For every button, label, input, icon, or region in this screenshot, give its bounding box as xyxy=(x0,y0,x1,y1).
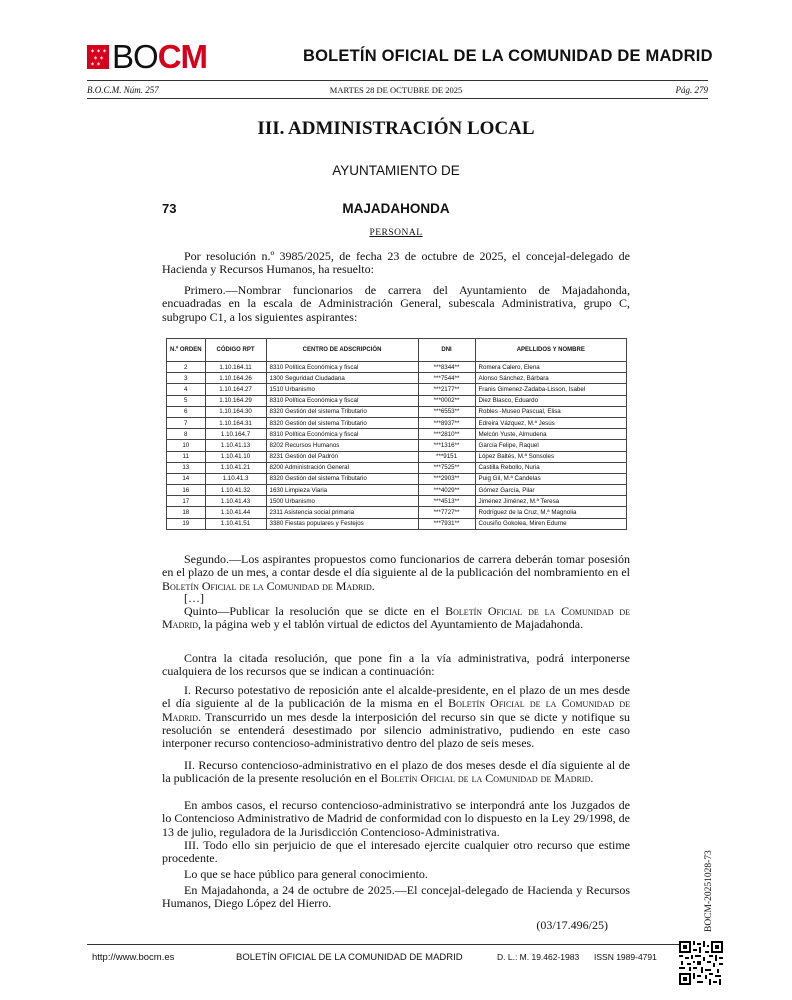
cell-nombre: Robles -Museo Pascual, Elisa xyxy=(475,406,626,417)
table-row xyxy=(167,451,627,462)
cell-nombre: Puig Gil, M.ª Candelas xyxy=(475,473,626,484)
cell-nombre: Edreira Vázquez, M.ª Jesús xyxy=(475,417,626,428)
header-dni: DNI xyxy=(418,339,475,362)
header-rule xyxy=(87,80,708,81)
page-number: Pág. 279 xyxy=(675,85,708,95)
cell-codigo: 1.10.41.43 xyxy=(205,496,266,507)
cell-dni: ***6553** xyxy=(418,406,475,417)
cell-dni: ***2903** xyxy=(418,473,475,484)
table-row xyxy=(167,373,627,384)
subheading: PERSONAL xyxy=(369,228,423,238)
table-row xyxy=(167,362,627,373)
quinto-paragraph: Quinto—Publicar la resolución que se dicte en el Boletín Oficial de la Comunidad de Madrid, la página web y el tablón virtual de edictos del Ayuntamiento de Majadahonda. xyxy=(162,604,630,632)
firma-paragraph: En Majadahonda, a 24 de octubre de 2025.—El concejal-delegado de Hacienda y Recursos Humanos, Diego López del Hierro. xyxy=(162,883,630,911)
cell-orden: 6 xyxy=(167,406,206,417)
cell-dni: ***7931** xyxy=(418,518,475,529)
recurso-3-paragraph: III. Todo ello sin perjuicio de que el interesado ejercite cualquier otro recurso que estime procedente. xyxy=(162,838,630,866)
cell-orden: 16 xyxy=(167,485,206,496)
cell-dni: ***8344** xyxy=(418,362,475,373)
table-row xyxy=(167,417,627,428)
cell-orden: 13 xyxy=(167,462,206,473)
cell-orden: 2 xyxy=(167,362,206,373)
cell-orden: 17 xyxy=(167,496,206,507)
table-row xyxy=(167,507,627,518)
intro-paragraph-1: Por resolución n.º 3985/2025, de fecha 23 de octubre de 2025, el concejal-delegado de Hacienda y Recursos Humanos, ha resuelto: xyxy=(162,249,630,277)
cell-dni: ***8937** xyxy=(418,417,475,428)
cell-orden: 4 xyxy=(167,384,206,395)
cell-dni: ***4029** xyxy=(418,485,475,496)
footer-issn: ISSN 1989-4791 xyxy=(594,952,657,962)
footer-dl: D. L.: M. 19.462-1983 xyxy=(497,952,580,962)
table-row xyxy=(167,384,627,395)
cell-dni: ***7544** xyxy=(418,373,475,384)
cell-orden: 8 xyxy=(167,429,206,440)
table-row xyxy=(167,406,627,417)
cell-codigo: 1.10.41.3 xyxy=(205,473,266,484)
contra-paragraph: Contra la citada resolución, que pone fin a la vía administrativa, podrá interponerse cualquiera de los recursos que se indican a continuación: xyxy=(162,651,630,679)
cell-nombre: Cousiño Gokolea, Miren Edurne xyxy=(475,518,626,529)
municipality-name: MAJADAHONDA xyxy=(342,201,450,216)
header-centro: CENTRO DE ADSCRIPCIÓN xyxy=(266,339,418,362)
cell-dni: ***1316** xyxy=(418,440,475,451)
cell-centro: 8310 Política Económica y fiscal xyxy=(266,362,418,373)
cell-codigo: 1.10.164.11 xyxy=(205,362,266,373)
cell-nombre: Rodríguez de la Cruz, M.ª Magnolia xyxy=(475,507,626,518)
ambos-paragraph: En ambos casos, el recurso contencioso-administrativo se interpondrá ante los Juzgados de lo Contencioso Administrativo de Madrid de conformidad con lo dispuesto en la Ley 29/1998, de 13 de julio, reguladora de la Jurisdicción Contencioso-Administrativa. xyxy=(162,798,630,839)
table-row xyxy=(167,473,627,484)
cell-orden: 18 xyxy=(167,507,206,518)
cell-centro: 8320 Gestión del sistema Tributario xyxy=(266,406,418,417)
cell-codigo: 1.10.164.31 xyxy=(205,417,266,428)
cell-codigo: 1.10.164.7 xyxy=(205,429,266,440)
table-header-row xyxy=(167,339,627,362)
reference-code: (03/17.496/25) xyxy=(536,918,608,932)
cell-centro: 8320 Gestión del sistema Tributario xyxy=(266,473,418,484)
section-title: III. ADMINISTRACIÓN LOCAL xyxy=(257,118,535,139)
table-row xyxy=(167,429,627,440)
cell-orden: 10 xyxy=(167,440,206,451)
cell-codigo: 1.10.164.26 xyxy=(205,373,266,384)
appointees-table xyxy=(166,338,627,530)
cell-dni: ***2810** xyxy=(418,429,475,440)
cell-centro: 1630 Limpieza Viaria xyxy=(266,485,418,496)
header-codigo: CÓDIGO RPT xyxy=(205,339,266,362)
journal-title: BOLETÍN OFICIAL DE LA COMUNIDAD DE MADRID xyxy=(303,47,713,65)
cell-orden: 5 xyxy=(167,395,206,406)
cell-dni: ***2177** xyxy=(418,384,475,395)
cell-nombre: Diez Blasco, Eduardo xyxy=(475,395,626,406)
cell-nombre: Melcón Yuste, Almudena xyxy=(475,429,626,440)
logo-text: BOCM xyxy=(112,38,208,75)
cell-dni: ***9151 xyxy=(418,451,475,462)
cell-orden: 14 xyxy=(167,473,206,484)
cell-centro: 8231 Gestión del Padrón xyxy=(266,451,418,462)
cell-centro: 1300 Seguridad Ciudadana xyxy=(266,373,418,384)
header-nombre: APELLIDOS Y NOMBRE xyxy=(475,339,626,362)
cell-orden: 7 xyxy=(167,417,206,428)
cell-dni: ***0002** xyxy=(418,395,475,406)
footer-url[interactable]: http://www.bocm.es xyxy=(92,952,175,963)
cell-centro: 1510 Urbanismo xyxy=(266,384,418,395)
footer-title: BOLETÍN OFICIAL DE LA COMUNIDAD DE MADRID xyxy=(236,952,463,963)
cell-centro: 8200 Administración General xyxy=(266,462,418,473)
cell-codigo: 1.10.41.10 xyxy=(205,451,266,462)
cell-codigo: 1.10.41.13 xyxy=(205,440,266,451)
issue-date: MARTES 28 DE OCTUBRE DE 2025 xyxy=(329,85,463,95)
cell-dni: ***7727** xyxy=(418,507,475,518)
cell-codigo: 1.10.41.32 xyxy=(205,485,266,496)
recurso-2-paragraph: II. Recurso contencioso-administrativo en el plazo de dos meses desde el día siguiente al de la publicación de la presente resolución en el Boletín Oficial de la Comunidad de Madrid. xyxy=(162,758,630,786)
cell-nombre: Jiménez Jiménez, M.ª Teresa xyxy=(475,496,626,507)
table-row xyxy=(167,518,627,529)
table-row xyxy=(167,485,627,496)
cell-nombre: Franis Gimenez-Zadaba-Lisson, Isabel xyxy=(475,384,626,395)
table-row xyxy=(167,462,627,473)
segundo-paragraph: Segundo.—Los aspirantes propuestos como funcionarios de carrera deberán tomar posesión en el plazo de un mes, a contar desde el día siguiente al de la publicación del nombramiento en el Boletín Oficial de la Comunidad de Madrid. xyxy=(162,552,630,593)
issue-number: B.O.C.M. Núm. 257 xyxy=(87,85,159,95)
cell-nombre: Alonso Sánchez, Bárbara xyxy=(475,373,626,384)
cell-codigo: 1.10.164.27 xyxy=(205,384,266,395)
side-document-code: BOCM-20251028-73 xyxy=(704,850,714,932)
header-rule-bottom xyxy=(87,98,708,99)
cell-centro: 8320 Gestión del sistema Tributario xyxy=(266,417,418,428)
entity-label: AYUNTAMIENTO DE xyxy=(332,163,460,178)
cell-centro: 1500 Urbanismo xyxy=(266,496,418,507)
cell-codigo: 1.10.41.44 xyxy=(205,507,266,518)
cell-centro: 8202 Recursos Humanos xyxy=(266,440,418,451)
cell-nombre: García Felipe, Raquel xyxy=(475,440,626,451)
bocm-logo xyxy=(87,40,207,74)
publico-paragraph: Lo que se hace público para general conocimiento. xyxy=(184,867,428,881)
cell-codigo: 1.10.41.51 xyxy=(205,518,266,529)
cell-orden: 11 xyxy=(167,451,206,462)
footer-rule xyxy=(87,944,708,945)
cell-nombre: López Baltés, M.ª Sonsoles xyxy=(475,451,626,462)
cell-dni: ***4513** xyxy=(418,496,475,507)
announcement-number: 73 xyxy=(162,201,177,216)
ellipsis: […] xyxy=(184,591,204,605)
cell-centro: 3380 Fiestas populares y Festejos xyxy=(266,518,418,529)
cell-orden: 3 xyxy=(167,373,206,384)
cell-codigo: 1.10.164.29 xyxy=(205,395,266,406)
table-row xyxy=(167,440,627,451)
qr-code-icon xyxy=(679,941,723,985)
header-orden: N.º ORDEN xyxy=(167,339,206,362)
cell-nombre: Gómez García, Pilar xyxy=(475,485,626,496)
intro-paragraph-2: Primero.—Nombrar funcionarios de carrera del Ayuntamiento de Majadahonda, encuadradas en la escala de Administración General, subescala Administrativa, grupo C, subgrupo C1, a los siguientes aspirantes: xyxy=(162,283,630,324)
cell-nombre: Castilla Rebollo, Nuria xyxy=(475,462,626,473)
cell-codigo: 1.10.164.30 xyxy=(205,406,266,417)
cell-codigo: 1.10.41.21 xyxy=(205,462,266,473)
cell-centro: 8310 Política Económica y fiscal xyxy=(266,429,418,440)
cell-orden: 19 xyxy=(167,518,206,529)
cell-centro: 8310 Política Económica y fiscal xyxy=(266,395,418,406)
madrid-flag-icon: ✶ ✶ ✶ ✶ ✶ ✶ ✶ xyxy=(87,45,109,69)
table-row xyxy=(167,395,627,406)
cell-nombre: Romera Calero, Elena xyxy=(475,362,626,373)
recurso-1-paragraph: I. Recurso potestativo de reposición ante el alcalde-presidente, en el plazo de un mes desde el día siguiente al de la publicación de la misma en el Boletín Oficial de la Comunidad de Madrid. Transcurrido un mes desde la interposición del recurso sin que se dicte y notifique su resolución se entenderá desestimado por silencio administrativo, pudiendo en este caso interponer recurso contencioso-administrativo dentro del plazo de seis meses. xyxy=(162,683,630,751)
cell-centro: 2311 Asistencia social primaria xyxy=(266,507,418,518)
cell-dni: ***7525** xyxy=(418,462,475,473)
table-row xyxy=(167,496,627,507)
